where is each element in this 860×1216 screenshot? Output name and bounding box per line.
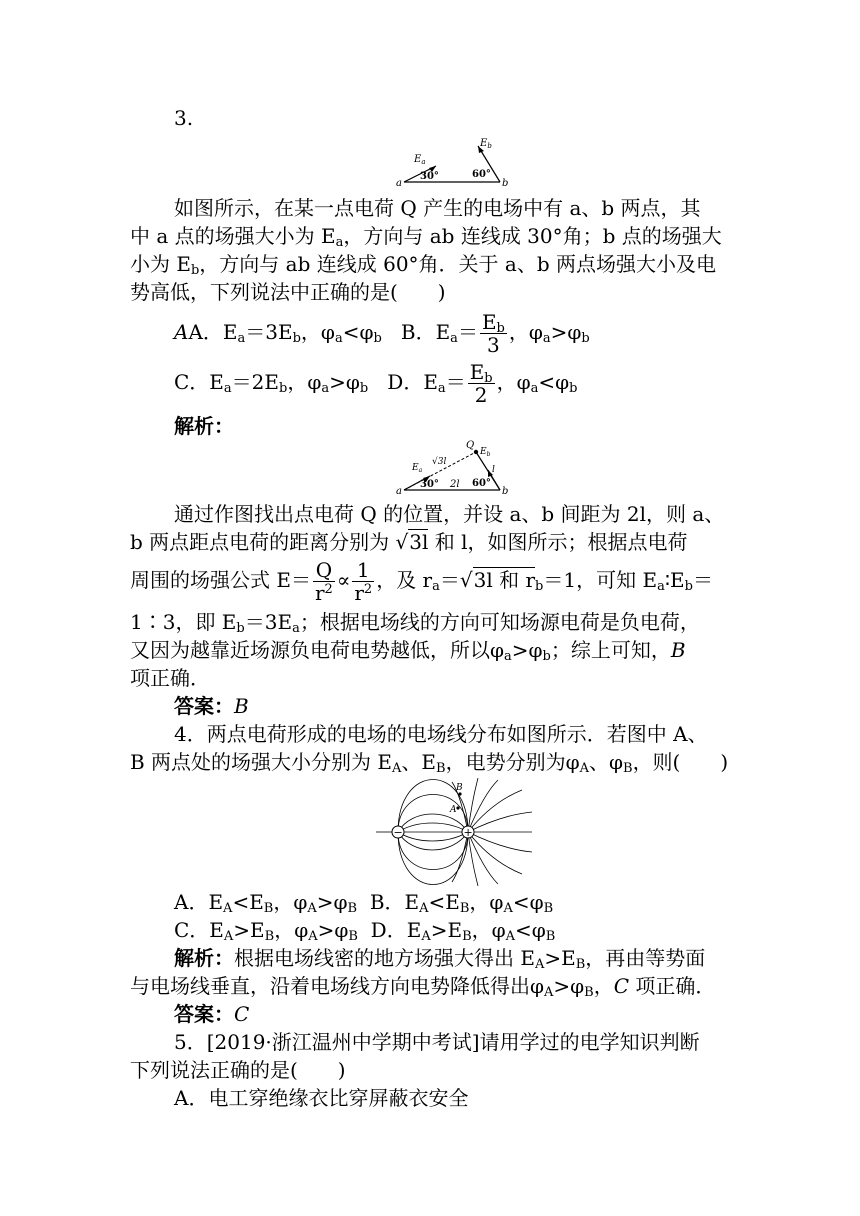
q3-answer: 答案：B	[174, 694, 249, 718]
question-number: 3.	[174, 106, 194, 130]
q4-analysis-2: 与电场线垂直，沿着电场线方向电势降低得出$\varphi_A>\varphi_B$，C 项正确．	[130, 974, 716, 1000]
figure-field-lines	[372, 778, 536, 886]
q-label: Q	[466, 440, 475, 451]
point-b-2: b	[502, 486, 509, 496]
fraction-eb-2: $\frac{E_b}{2}$	[469, 360, 493, 407]
point-B: B	[456, 783, 463, 793]
angle-30-2: 30°	[420, 479, 439, 490]
fraction-1-r2: $\frac{1}{r^2}$	[354, 558, 373, 605]
q5-stem-2: 下列说法正确的是( )	[130, 1058, 346, 1082]
q3-analysis-4: 1∶3，即 $E_b=3E_a$；根据电场线的方向可知场源电荷是负电荷，	[130, 610, 700, 636]
angle-60: 60°	[472, 169, 491, 180]
q3-options-ab: AA．$E_a=3E_b$，$\varphi_a<\varphi_b$ B．$E_a=$ $\frac{E_b}{3}$ ，$\varphi_a>\varphi_b$	[174, 310, 590, 357]
q5-stem-1: 5．[2019·浙江温州中学期中考试]请用学过的电学知识判断	[174, 1030, 700, 1054]
point-a: a	[396, 178, 402, 188]
q4-options-cd: C．$E_A>E_B$，$\varphi_A>\varphi_B$ D．$E_A>E_B$，$\varphi_A<\varphi_B$	[174, 918, 556, 944]
ea-label-2: $E_a$	[412, 463, 423, 474]
negative-charge: −	[393, 826, 403, 839]
q4-stem-2: B 两点处的场强大小分别为 $E_A$、$E_B$，电势分别为$\varphi_A$、$\varphi_B$，则( )	[130, 750, 729, 776]
point-A: A	[450, 805, 457, 815]
fraction-eb-3: $\frac{E_b}{3}$	[481, 310, 505, 357]
eb-label-2: $E_b$	[480, 447, 491, 458]
q3-analysis-1: 通过作图找出点电荷 Q 的位置，并设 a、b 间距为 2l，则 a、	[174, 502, 725, 526]
positive-charge: +	[463, 826, 473, 839]
eb-label: $E_b$	[480, 138, 492, 150]
point-a-2: a	[396, 486, 402, 496]
q3-stem-2: 中 a 点的场强大小为 $E_a$，方向与 ab 连线成 30°角；b 点的场强大	[130, 224, 722, 250]
figure-ab-field	[396, 136, 512, 188]
q3-analysis-2: b 两点距点电荷的距离分别为 √3l 和 l，如图所示；根据点电荷	[130, 530, 688, 554]
q4-options-ab: A．$E_A<E_B$，$\varphi_A>\varphi_B$ B．$E_A<E_B$，$\varphi_A<\varphi_B$	[174, 890, 554, 916]
q3-stem-3: 小为 $E_b$，方向与 ab 连线成 60°角．关于 a、b 两点场强大小及电	[130, 252, 716, 278]
q3-stem-1: 如图所示，在某一点电荷 Q 产生的电场中有 a、b 两点，其	[174, 196, 701, 220]
figure-charge-position	[396, 440, 512, 496]
q4-analysis-1: 解析：根据电场线密的地方场强大得出 $E_A>E_B$，再由等势面	[174, 946, 706, 972]
point-b: b	[502, 178, 509, 188]
q3-analysis-3: 周围的场强公式 E＝ $\frac{Q}{r^2}$ ∝ $\frac{1}{r^2}$ ，及 $r_a=√3l$ 和 $r_b=1$，可知 $E_a∶E_b=$	[130, 558, 713, 605]
angle-30: 30°	[420, 171, 439, 182]
angle-60-2: 60°	[472, 478, 491, 489]
sqrt3l-label: √3l	[432, 457, 447, 467]
twol-label: 2l	[450, 479, 460, 490]
q5-option-a: A．电工穿绝缘衣比穿屏蔽衣安全	[174, 1086, 469, 1110]
q3-analysis-6: 项正确．	[130, 666, 210, 690]
q4-stem-1: 4．两点电荷形成的电场的电场线分布如图所示．若图中 A、	[174, 722, 708, 746]
q3-options-cd: C．$E_a=2E_b$，$\varphi_a>\varphi_b$ D．$E_a=$ $\frac{E_b}{2}$ ，$\varphi_a<\varphi_b$	[174, 360, 578, 407]
q3-analysis-label: 解析：	[174, 414, 234, 438]
q3-stem-4: 势高低，下列说法中正确的是( )	[130, 280, 446, 304]
q3-analysis-5: 又因为越靠近场源负电荷电势越低，所以$\varphi_a>\varphi_b$；综上可知，B	[130, 638, 686, 664]
q4-answer: 答案：C	[174, 1002, 250, 1026]
l-label: l	[492, 465, 495, 475]
ea-label: $E_a$	[414, 154, 426, 166]
fraction-q-r2: $\frac{Q}{r^2}$	[314, 558, 333, 605]
